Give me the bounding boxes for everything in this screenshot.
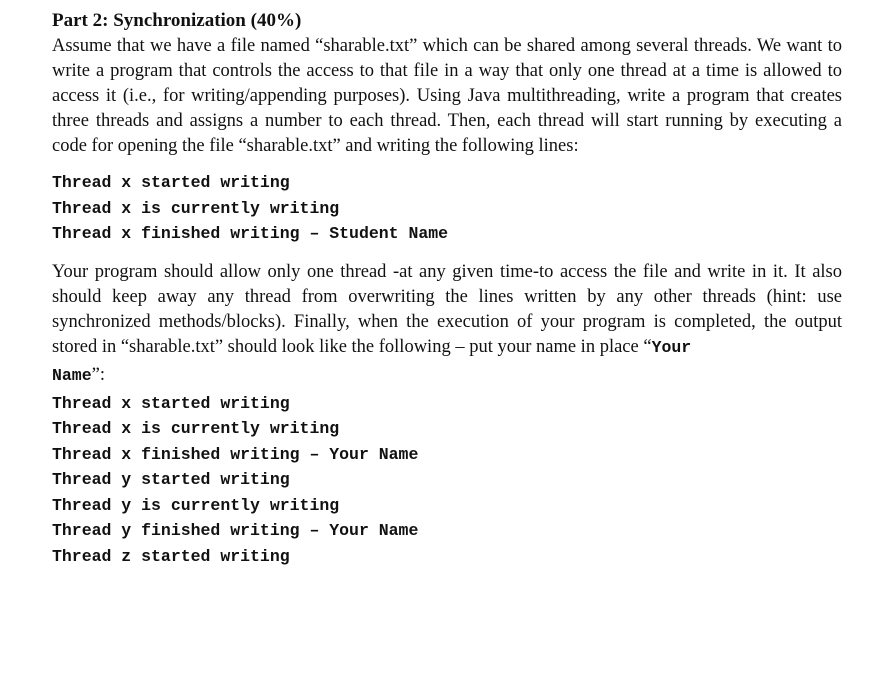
code-line: Thread y started writing (52, 470, 290, 489)
code-block-expected-lines (52, 170, 842, 247)
code-line: Thread x started writing (52, 393, 290, 413)
code-line: Thread x started writing (52, 173, 290, 192)
code-line: Thread x finished writing – Your Name (52, 444, 419, 464)
requirements-text: Your program should allow only one thread -at any given time-to access the file and write in it. It also should keep away any thread from overwriting the lines written by any other threads (hint: use synchronized methods/blocks). Finally, when the execution of your program is completed, the output stored in “sharable.txt” should look like the following – put your name in place “ (52, 261, 842, 357)
code-line: Thread z started writing (52, 546, 290, 566)
requirements-paragraph-end (52, 364, 842, 387)
code-line: Thread y is currently writing (52, 495, 340, 515)
code-line: Thread x is currently writing (52, 419, 340, 438)
requirements-paragraph (52, 260, 842, 360)
section-heading: Part 2: Synchronization (40%) (52, 10, 302, 31)
placeholder-your: Your (651, 337, 692, 357)
code-line: Thread y finished writing – Your Name (52, 521, 419, 540)
code-line: Thread x is currently writing (52, 198, 340, 218)
intro-paragraph: Assume that we have a file named “sharable.txt” which can be shared among several threads. We want to write a program that controls the access to that file in a way that only one thread at a time is allowed to access it (i.e., for writing/appending purposes). Using Java multithreading, write a program that creates three threads and assigns a number to each thread. Then, each thread will start running by executing a code for opening the file “sharable.txt” and writing the following lines: (52, 36, 842, 156)
requirements-closing: ”: (91, 364, 105, 385)
document-page (52, 8, 842, 569)
code-line: Thread x finished writing – Student Name (52, 224, 449, 243)
placeholder-name: Name (52, 365, 92, 385)
code-block-sample-output (52, 391, 842, 570)
